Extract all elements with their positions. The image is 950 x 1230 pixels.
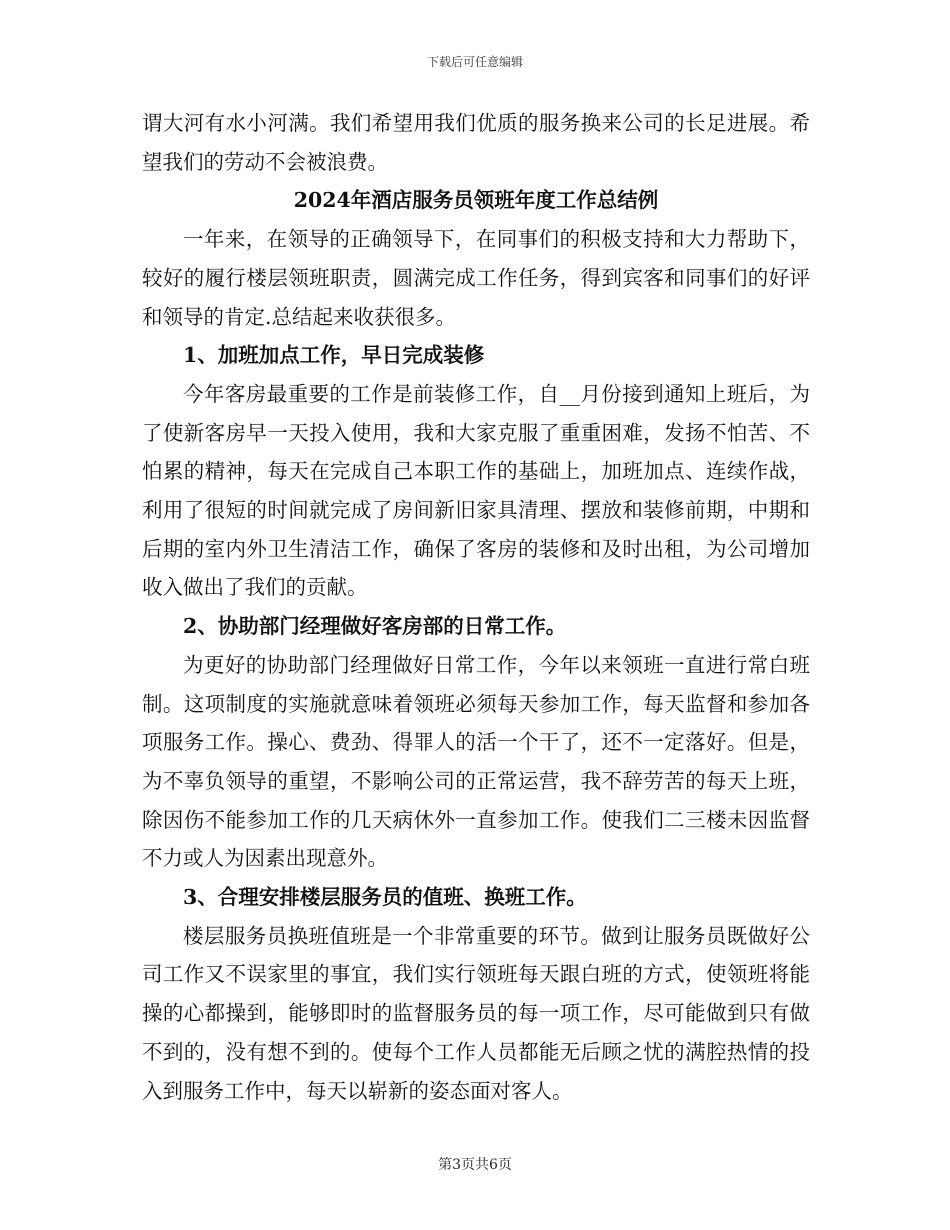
body-paragraph-4: 楼层服务员换班值班是一个非常重要的环节。做到让服务员既做好公司工作又不误家里的事宜，我们实行领班每天跟白班的方式，使领班将能操的心都操到，能够即时的监督服务员的每一项工作，尽可能做到只有做不到的，没有想不到的。使每个工作人员都能无后顾之忧的满腔热情的投入到服务工作中，每天以崭新的姿态面对客人。 xyxy=(142,923,810,1103)
document-title: 2024年酒店服务员领班年度工作总结例 xyxy=(293,188,659,213)
body-paragraph-1: 一年来，在领导的正确领导下，在同事们的积极支持和大力帮助下，较好的履行楼层领班职责，圆满完成工作任务，得到宾客和同事们的好评和领导的肯定.总结起来收获很多。 xyxy=(142,227,810,329)
section-heading-2: 2、协助部门经理做好客房部的日常工作。 xyxy=(183,614,567,639)
section-heading-1: 1、加班加点工作，早日完成装修 xyxy=(183,343,485,368)
section-heading-3: 3、合理安排楼层服务员的值班、换班工作。 xyxy=(183,885,587,910)
document-body xyxy=(142,104,810,1110)
body-paragraph-2: 今年客房最重要的工作是前装修工作，自__月份接到通知上班后，为了使新客房早一天投入使用，我和大家克服了重重困难，发扬不怕苦、不怕累的精神，每天在完成自己本职工作的基础上，加班加点、连续作战，利用了很短的时间就完成了房间新旧家具清理、摆放和装修前期，中期和后期的室内外卫生清洁工作，确保了客房的装修和及时出租，为公司增加收入做出了我们的贡献。 xyxy=(142,381,810,600)
body-paragraph-3: 为更好的协助部门经理做好日常工作，今年以来领班一直进行常白班制。这项制度的实施就意味着领班必须每天参加工作，每天监督和参加各项服务工作。操心、费劲、得罪人的活一个干了，还不一定落好。但是，为不辜负领导的重望，不影响公司的正常运营，我不辞劳苦的每天上班，除因伤不能参加工作的几天病休外一直参加工作。使我们二三楼未因监督不力或人为因素出现意外。 xyxy=(142,652,810,871)
page-footer-number: 第3页共6页 xyxy=(438,1157,512,1173)
intro-tail-paragraph: 谓大河有水小河满。我们希望用我们优质的服务换来公司的长足进展。希望我们的劳动不会被浪费。 xyxy=(142,111,810,174)
page-header-note: 下载后可任意编辑 xyxy=(426,55,523,69)
